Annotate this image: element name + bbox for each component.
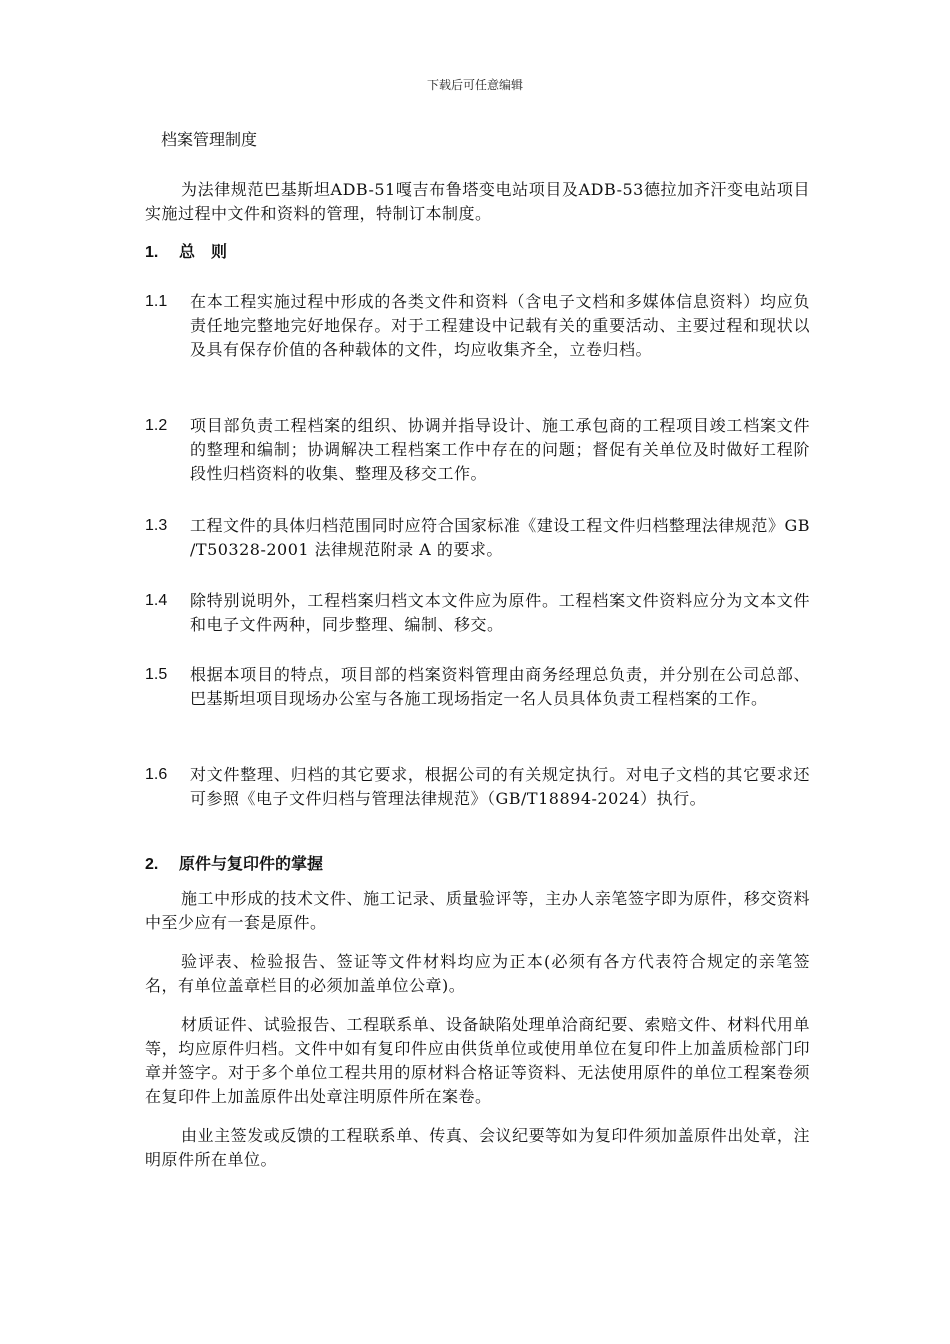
item-text: 除特别说明外，工程档案归档文本文件应为原件。工程档案文件资料应分为文本文件和电子文件两种，同步整理、编制、移交。 bbox=[190, 591, 810, 634]
section-1-title: 总 则 bbox=[179, 242, 228, 261]
body-paragraph: 施工中形成的技术文件、施工记录、质量验评等，主办人亲笔签字即为原件，移交资料中至少应有一套是原件。 bbox=[145, 889, 810, 932]
list-item bbox=[145, 589, 810, 637]
section-1-heading bbox=[145, 239, 227, 262]
item-text: 根据本项目的特点，项目部的档案资料管理由商务经理总负责，并分别在公司总部、巴基斯坦项目现场办公室与各施工现场指定一名人员具体负责工程档案的工作。 bbox=[190, 665, 810, 708]
item-number: 1.3 bbox=[145, 517, 168, 534]
item-number: 1.4 bbox=[145, 592, 168, 609]
list-item bbox=[145, 290, 810, 362]
list-item bbox=[145, 514, 810, 562]
intro-paragraph: 为法律规范巴基斯坦ADB-51嘎吉布鲁塔变电站项目及ADB-53德拉加齐汗变电站项目实施过程中文件和资料的管理，特制订本制度。 bbox=[145, 180, 810, 223]
item-text: 工程文件的具体归档范围同时应符合国家标准《建设工程文件归档整理法律规范》GB /T50328-2001 法律规范附录 A 的要求。 bbox=[190, 516, 810, 559]
section-2-heading bbox=[145, 851, 323, 874]
list-item bbox=[145, 763, 810, 811]
body-paragraph: 验评表、检验报告、签证等文件材料均应为正本(必须有各方代表符合规定的亲笔签名，有单位盖章栏目的必须加盖单位公章)。 bbox=[145, 952, 810, 995]
document-title: 档案管理制度 bbox=[161, 130, 258, 149]
section-2-title: 原件与复印件的掌握 bbox=[179, 854, 324, 873]
list-item bbox=[145, 663, 810, 711]
item-number: 1.6 bbox=[145, 766, 168, 783]
page-header: 下载后可任意编辑 bbox=[426, 78, 523, 92]
section-1-number: 1. bbox=[145, 244, 159, 261]
item-number: 1.2 bbox=[145, 417, 168, 434]
item-number: 1.1 bbox=[145, 293, 168, 310]
item-text: 项目部负责工程档案的组织、协调并指导设计、施工承包商的工程项目竣工档案文件的整理和编制；协调解决工程档案工作中存在的问题；督促有关单位及时做好工程阶段性归档资料的收集、整理及移交工作。 bbox=[190, 416, 810, 483]
list-item bbox=[145, 414, 810, 486]
item-number: 1.5 bbox=[145, 666, 168, 683]
section-2-number: 2. bbox=[145, 856, 159, 873]
item-text: 对文件整理、归档的其它要求，根据公司的有关规定执行。对电子文档的其它要求还可参照《电子文件归档与管理法律规范》（GB/T18894-2024）执行。 bbox=[190, 765, 810, 808]
body-paragraph: 材质证件、试验报告、工程联系单、设备缺陷处理单洽商纪要、索赔文件、材料代用单等，均应原件归档。文件中如有复印件应由供货单位或使用单位在复印件上加盖质检部门印章并签字。对于多个单位工程共用的原材料合格证等资料、无法使用原件的单位工程案卷须在复印件上加盖原件出处章注明原件所在案卷。 bbox=[145, 1015, 810, 1106]
item-text: 在本工程实施过程中形成的各类文件和资料（含电子文档和多媒体信息资料）均应负责任地完整地完好地保存。对于工程建设中记载有关的重要活动、主要过程和现状以及具有保存价值的各种载体的文件，均应收集齐全，立卷归档。 bbox=[190, 292, 810, 359]
body-paragraph: 由业主签发或反馈的工程联系单、传真、会议纪要等如为复印件须加盖原件出处章，注明原件所在单位。 bbox=[145, 1126, 810, 1169]
